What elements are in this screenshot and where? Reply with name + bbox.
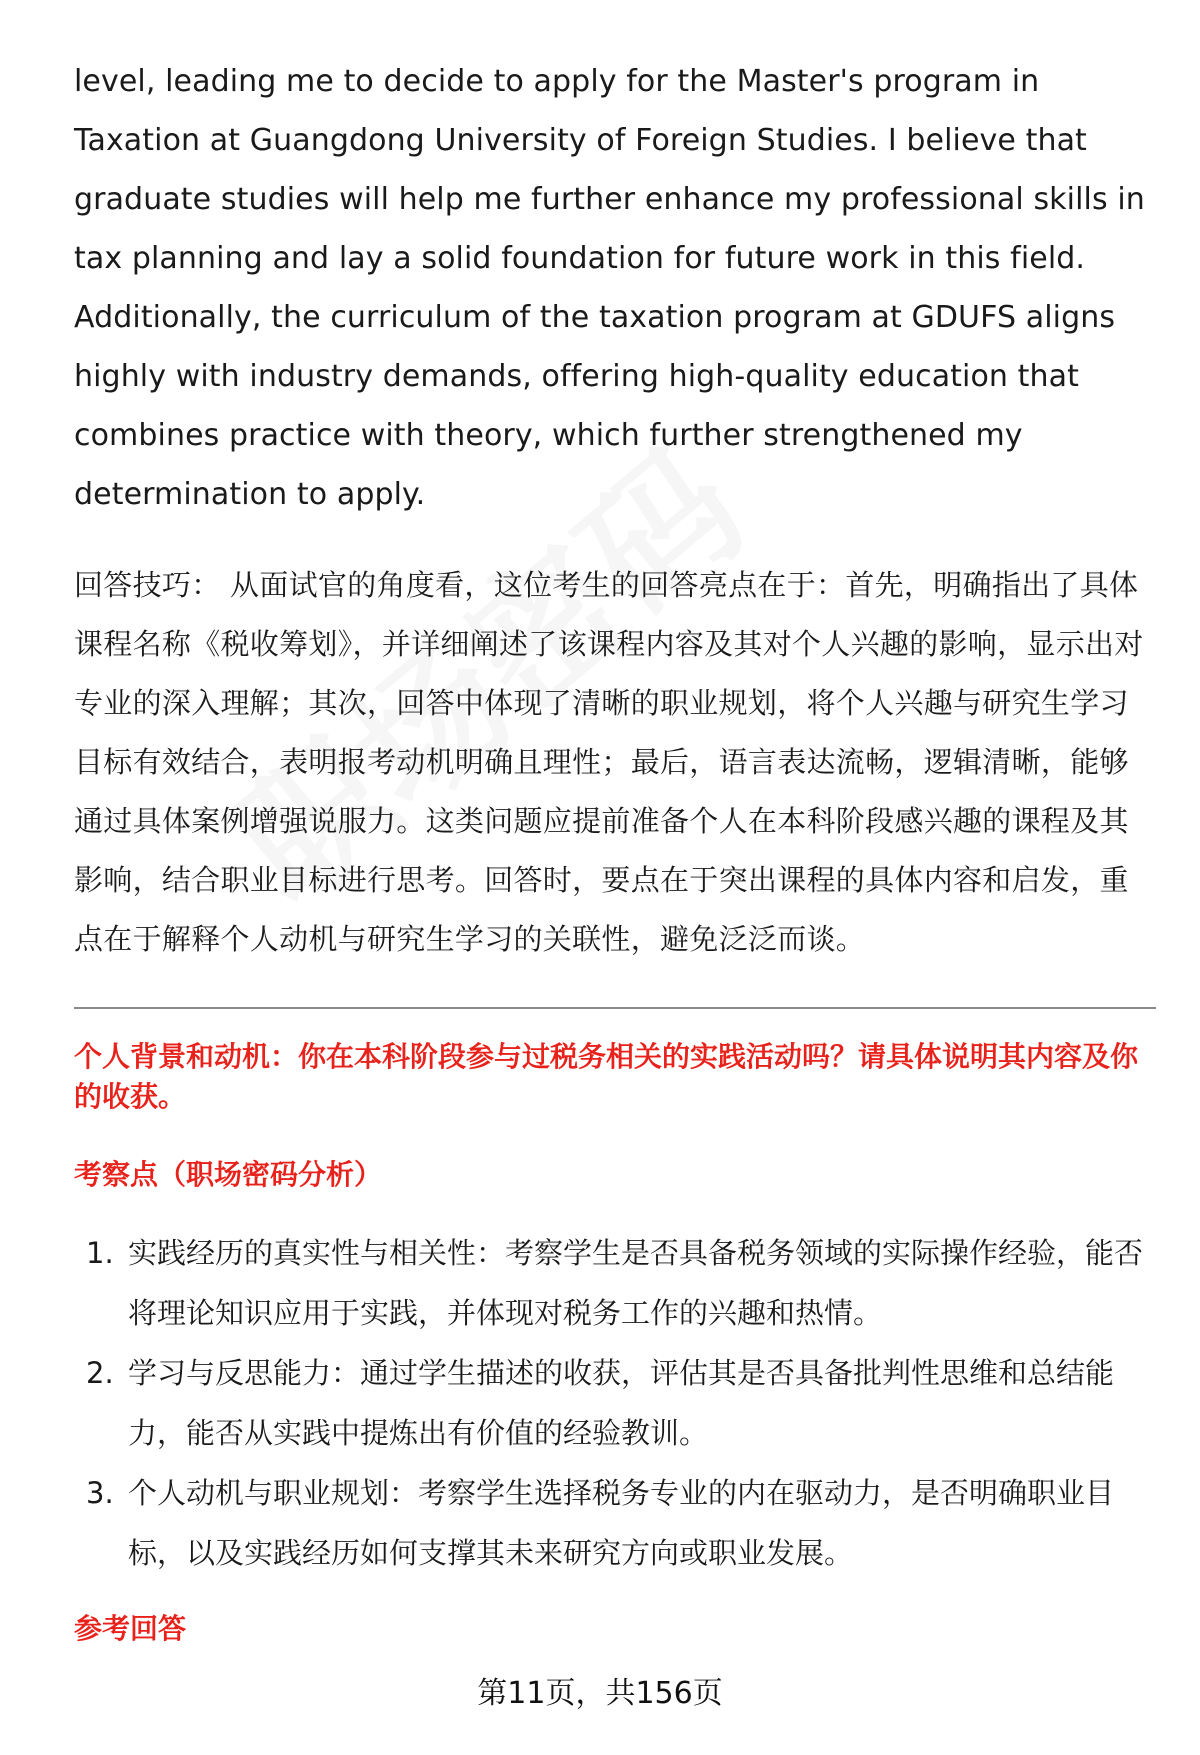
document-page — [74, 52, 1154, 1649]
assessment-points-list — [74, 1223, 1154, 1583]
reference-answer-title: 参考回答 — [74, 1612, 187, 1645]
list-item-number: 1. — [86, 1236, 114, 1270]
list-item-number: 3. — [86, 1476, 114, 1510]
assessment-points-title: 考察点（职场密码分析） — [74, 1158, 383, 1191]
answer-tips-text: 从面试官的角度看，这位考生的回答亮点在于：首先，明确指出了具体课程名称《税收筹划》，并详细阐述了该课程内容及其对个人兴趣的影响，显示出对专业的深入理解；其次，回答中体现了清晰的职业规划，将个人兴趣与研究生学习目标有效结合，表明报考动机明确且理性；最后，语言表达流畅，逻辑清晰，能够通过具体案例增强说服力。这类问题应提前准备个人在本科阶段感兴趣的课程及其影响，结合职业目标进行思考。回答时，要点在于突出课程的具体内容和启发，重点在于解释个人动机与研究生学习的关联性，避免泛泛而谈。 — [74, 568, 1144, 956]
answer-tips — [74, 556, 1154, 969]
question-heading: 个人背景和动机：你在本科阶段参与过税务相关的实践活动吗？请具体说明其内容及你的收获。 — [74, 1040, 1139, 1113]
list-item — [74, 1223, 1154, 1343]
list-item-text: 个人动机与职业规划：考察学生选择税务专业的内在驱动力，是否明确职业目标，以及实践经历如何支撑其未来研究方向或职业发展。 — [128, 1476, 1115, 1570]
intro-paragraph: level, leading me to decide to apply for the Master's program in Taxation at Guangdong University of Foreign Studies. I believe that graduate studies will help me further enhance my professional skills in tax planning and lay a solid foundation for future work in this field. Additionally, the curriculum of the taxation program at GDUFS aligns highly with industry demands, offering high-quality education that combines practice with theory, which further strengthened my determination to apply. — [74, 64, 1145, 512]
list-item-text: 实践经历的真实性与相关性：考察学生是否具备税务领域的实际操作经验，能否将理论知识应用于实践，并体现对税务工作的兴趣和热情。 — [128, 1236, 1144, 1330]
list-item — [74, 1343, 1154, 1463]
section-divider — [74, 1007, 1156, 1009]
answer-tips-label: 回答技巧： — [74, 568, 221, 602]
list-item-number: 2. — [86, 1356, 114, 1390]
list-item — [74, 1463, 1154, 1583]
list-item-text: 学习与反思能力：通过学生描述的收获，评估其是否具备批判性思维和总结能力，能否从实践中提炼出有价值的经验教训。 — [128, 1356, 1115, 1450]
page-footer: 第11页，共156页 — [477, 1676, 723, 1711]
